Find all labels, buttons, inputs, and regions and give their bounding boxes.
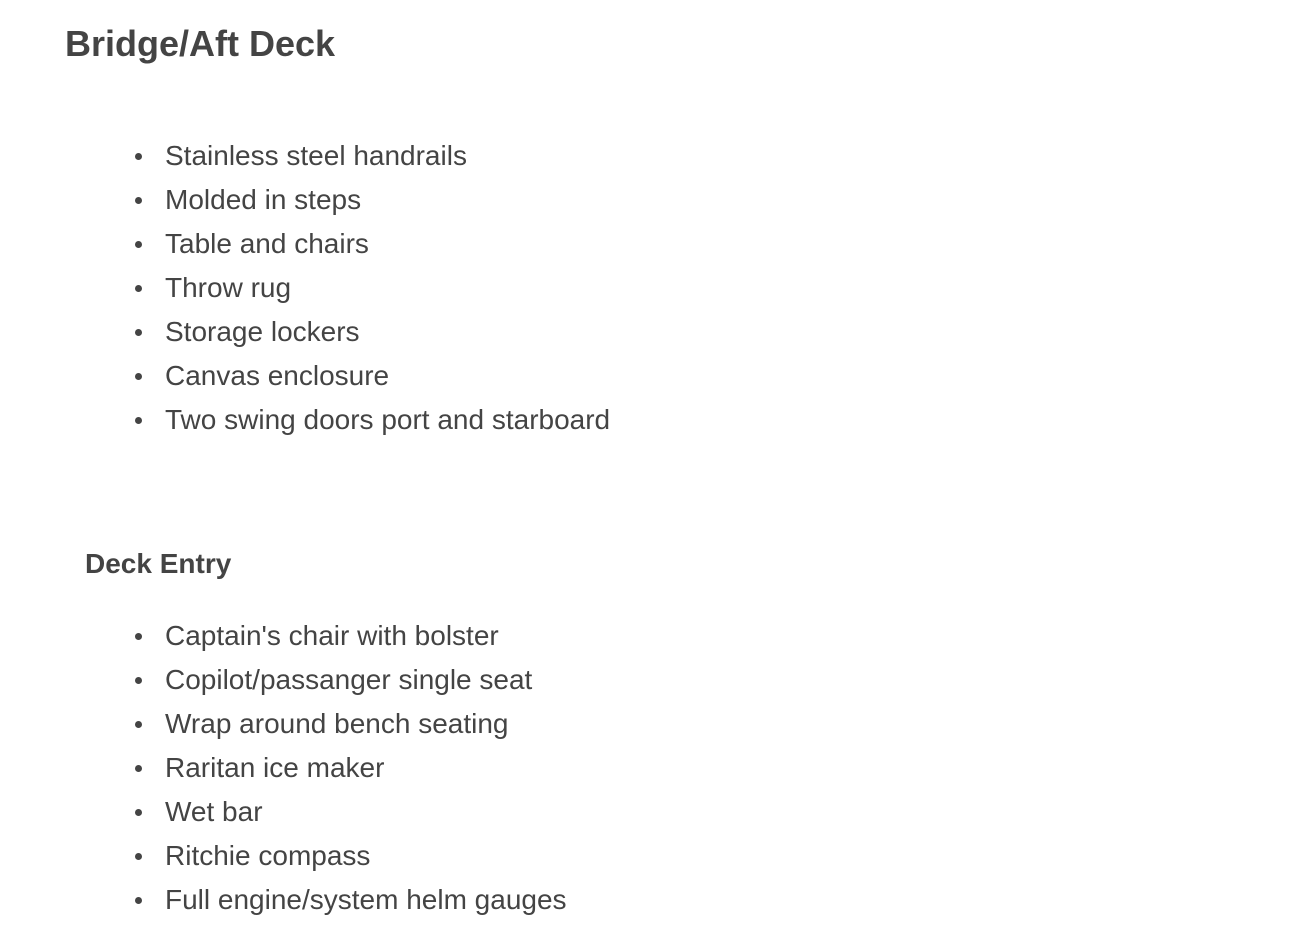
list-item-text: Ritchie compass [165,840,371,871]
list-item-text: Canvas enclosure [165,360,390,391]
list-item [0,834,567,878]
list-item [0,702,567,746]
bullet-icon [135,197,142,204]
list-item-text: Table and chairs [165,228,369,259]
bullet-icon [135,721,142,728]
list-item-text: Stainless steel handrails [165,140,467,171]
list-item-text: Storage lockers [165,316,360,347]
bullet-icon [135,417,142,424]
list-item [0,354,610,398]
list-item [0,658,567,702]
bullet-icon [135,373,142,380]
list-item-text: Throw rug [165,272,292,303]
list-item-text: Two swing doors port and starboard [165,404,611,435]
list-item [0,878,567,922]
section-title-deck-entry: Deck Entry [85,548,232,579]
list-item-text: Wrap around bench seating [165,708,509,739]
list-item-text: Molded in steps [165,184,362,215]
list-item [0,614,567,658]
list-item-text: Captain's chair with bolster [165,620,499,651]
list-item [0,398,610,442]
list-item-text: Copilot/passanger single seat [165,664,533,695]
bullet-icon [135,633,142,640]
bullet-icon [135,765,142,772]
list-item [0,266,610,310]
list-item-text: Wet bar [165,796,263,827]
list-item-text: Full engine/system helm gauges [165,884,567,915]
list-item [0,790,567,834]
deck-entry-feature-list [0,614,567,922]
bullet-icon [135,677,142,684]
bullet-icon [135,809,142,816]
list-item [0,310,610,354]
list-item [0,746,567,790]
bridge-feature-list [0,134,610,442]
list-item [0,178,610,222]
bullet-icon [135,853,142,860]
page-title: Bridge/Aft Deck [65,23,336,64]
bullet-icon [135,897,142,904]
bullet-icon [135,329,142,336]
bullet-icon [135,285,142,292]
list-item-text: Raritan ice maker [165,752,385,783]
list-item [0,222,610,266]
bullet-icon [135,241,142,248]
bullet-icon [135,153,142,160]
list-item [0,134,610,178]
